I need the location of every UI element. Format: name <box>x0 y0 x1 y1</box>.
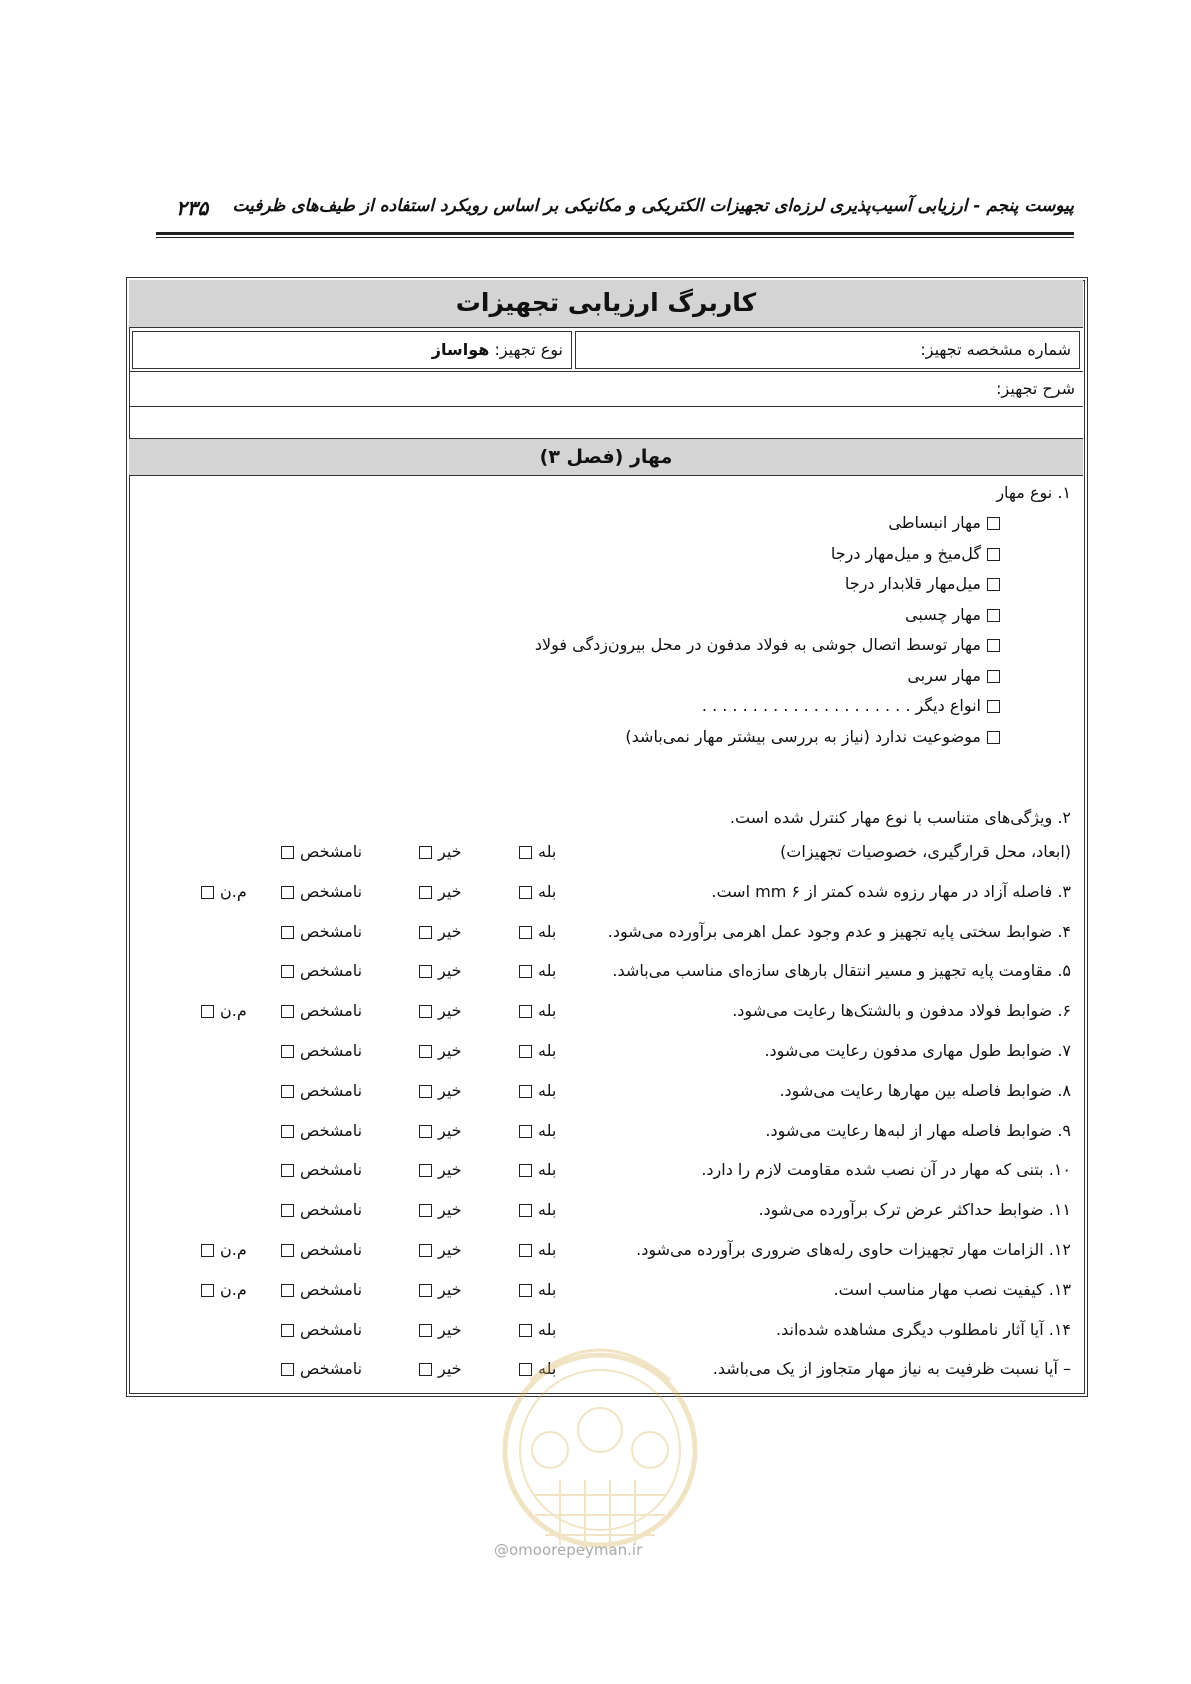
q1-option-label: انواع دیگر . . . . . . . . . . . . . . . . . . . . . <box>701 696 981 715</box>
q1-option-label: میل‌مهار قلابدار درجا <box>844 574 981 593</box>
checkbox[interactable] <box>281 1363 294 1376</box>
answer-yes-label: بله <box>538 842 557 861</box>
answer-no-label: خیر <box>438 1359 462 1379</box>
checkbox[interactable] <box>281 1085 294 1098</box>
checkbox[interactable] <box>419 1244 432 1257</box>
watermark-logo <box>490 1310 710 1560</box>
q1-option[interactable] <box>535 635 1006 654</box>
question-text: ۴. ضوابط سختی پایه تجهیز و عدم وجود عمل اهرمی برآورده می‌شود. <box>607 921 1071 941</box>
question-text: ۱۰. بتنی که مهار در آن نصب شده مقاومت لازم را دارد. <box>701 1160 1071 1180</box>
checkbox[interactable] <box>519 886 532 899</box>
equipment-type-cell[interactable] <box>132 331 572 369</box>
answer-unknown-label: نامشخص <box>300 1200 363 1220</box>
checkbox[interactable] <box>987 670 1000 683</box>
checkbox[interactable] <box>519 926 532 939</box>
answer-na-label: م.ن <box>220 1279 247 1299</box>
checkbox[interactable] <box>987 578 1000 591</box>
checkbox[interactable] <box>419 1204 432 1217</box>
answer-unknown-label: نامشخص <box>300 1120 363 1140</box>
answer-yes-label: بله <box>538 921 557 941</box>
answer-yes-label: بله <box>538 1001 557 1021</box>
answer-no[interactable] <box>413 842 462 861</box>
answer-yes[interactable] <box>513 882 556 901</box>
checkbox[interactable] <box>419 1164 432 1177</box>
answer-no[interactable] <box>413 1240 462 1259</box>
answer-yes[interactable] <box>513 1121 556 1140</box>
answer-no-label: خیر <box>438 961 462 981</box>
checkbox[interactable] <box>281 1164 294 1177</box>
answer-no[interactable] <box>413 1081 462 1100</box>
checkbox[interactable] <box>281 1125 294 1138</box>
answer-no-label: خیر <box>438 1279 462 1299</box>
checkbox[interactable] <box>519 1125 532 1138</box>
answer-unknown-label: نامشخص <box>300 1001 363 1021</box>
question-text: (ابعاد، محل قرارگیری، خصوصیات تجهیزات) <box>780 842 1071 861</box>
answer-yes-label: بله <box>538 1200 557 1220</box>
equipment-type-value: هواساز <box>431 340 490 359</box>
question-text: – آیا نسبت ظرفیت به نیاز مهار متجاوز از یک می‌باشد. <box>712 1359 1071 1379</box>
checkbox[interactable] <box>201 1005 214 1018</box>
checkbox[interactable] <box>987 700 1000 713</box>
checkbox[interactable] <box>281 1045 294 1058</box>
answer-yes[interactable] <box>513 1200 556 1219</box>
answer-na[interactable] <box>195 1001 247 1020</box>
checkbox[interactable] <box>281 1204 294 1217</box>
q1-option[interactable] <box>831 544 1006 563</box>
answer-unknown-label: نامشخص <box>300 1160 363 1180</box>
checkbox[interactable] <box>987 517 1000 530</box>
answer-yes-label: بله <box>538 1041 557 1060</box>
checkbox[interactable] <box>281 846 294 859</box>
answer-unknown-label: نامشخص <box>300 961 363 981</box>
q1-option[interactable] <box>702 696 1006 715</box>
checkbox[interactable] <box>987 639 1000 652</box>
answer-no[interactable] <box>413 1280 462 1299</box>
answer-no[interactable] <box>413 1041 462 1060</box>
answer-yes-label: بله <box>538 1240 557 1259</box>
answer-yes-label: بله <box>538 961 557 981</box>
answer-unknown[interactable] <box>275 842 362 861</box>
answer-no-label: خیر <box>438 842 462 861</box>
checkbox[interactable] <box>281 1005 294 1018</box>
answer-no-label: خیر <box>438 921 462 941</box>
equipment-type-label: نوع تجهیز: <box>494 340 563 359</box>
answer-unknown-label: نامشخص <box>300 1041 363 1060</box>
answer-no-label: خیر <box>438 1080 462 1100</box>
q1-option[interactable] <box>905 605 1006 624</box>
answer-na-label: م.ن <box>220 1001 247 1021</box>
answer-no[interactable] <box>413 961 462 980</box>
checkbox[interactable] <box>519 1284 532 1297</box>
checkbox[interactable] <box>987 609 1000 622</box>
checkbox[interactable] <box>201 1244 214 1257</box>
answer-no[interactable] <box>413 1359 462 1378</box>
checkbox[interactable] <box>419 1125 432 1138</box>
page-number: ۲۳۵ <box>176 196 209 220</box>
answer-no-label: خیر <box>438 1200 462 1220</box>
question-text: ۱۱. ضوابط حداکثر عرض ترک برآورده می‌شود. <box>758 1200 1071 1220</box>
answer-unknown[interactable] <box>275 1121 362 1140</box>
answer-yes[interactable] <box>513 1081 556 1100</box>
checkbox[interactable] <box>519 1164 532 1177</box>
watermark-url: @omoorepeyman.ir <box>494 1541 643 1559</box>
checkbox[interactable] <box>519 1045 532 1058</box>
answer-no[interactable] <box>413 882 462 901</box>
checkbox[interactable] <box>419 846 432 859</box>
question-text: ۹. ضوابط فاصله مهار از لبه‌ها رعایت می‌شود. <box>765 1120 1071 1140</box>
answer-na[interactable] <box>195 1240 247 1259</box>
checkbox[interactable] <box>519 965 532 978</box>
answer-unknown[interactable] <box>275 882 362 901</box>
answer-unknown[interactable] <box>275 1200 362 1219</box>
q1-option[interactable] <box>907 666 1006 685</box>
checkbox[interactable] <box>281 1284 294 1297</box>
answer-no[interactable] <box>413 1200 462 1219</box>
answer-yes[interactable] <box>513 1160 556 1179</box>
answer-unknown[interactable] <box>275 1041 362 1060</box>
checkbox[interactable] <box>987 548 1000 561</box>
question-text: ۱۴. آیا آثار نامطلوب دیگری مشاهده شده‌اند. <box>776 1319 1071 1339</box>
answer-na[interactable] <box>195 882 247 901</box>
checkbox[interactable] <box>419 1284 432 1297</box>
answer-no-label: خیر <box>438 1001 462 1021</box>
checkbox[interactable] <box>281 926 294 939</box>
question-text: ۸. ضوابط فاصله بین مهارها رعایت می‌شود. <box>779 1080 1071 1100</box>
checkbox[interactable] <box>281 1244 294 1257</box>
answer-unknown-label: نامشخص <box>300 1319 363 1339</box>
checkbox[interactable] <box>419 1005 432 1018</box>
answer-unknown-label: نامشخص <box>300 1240 363 1259</box>
answer-unknown[interactable] <box>275 1359 362 1378</box>
answer-unknown-label: نامشخص <box>300 1080 363 1100</box>
q2-text: ۲. ویژگی‌های متناسب با نوع مهار کنترل شده است. <box>729 808 1071 827</box>
answer-yes[interactable] <box>513 961 556 980</box>
running-title: پیوست پنجم - ارزیابی آسیب‌پذیری لرزه‌ای تجهیزات الکتریکی و مکانیکی بر اساس رویکرد استفاده از طیف‌های ظرفیت <box>232 196 1074 216</box>
checkbox[interactable] <box>519 846 532 859</box>
answer-no[interactable] <box>413 1121 462 1140</box>
checkbox[interactable] <box>419 965 432 978</box>
answer-na-label: م.ن <box>220 1240 247 1259</box>
answer-unknown-label: نامشخص <box>300 1279 363 1299</box>
description-cell[interactable] <box>129 372 1083 406</box>
q1-label: ۱. نوع مهار <box>996 483 1071 502</box>
checkbox[interactable] <box>519 1204 532 1217</box>
answer-yes-label: بله <box>538 1319 557 1339</box>
checkbox[interactable] <box>281 965 294 978</box>
checkbox[interactable] <box>419 926 432 939</box>
answer-no-label: خیر <box>438 1240 462 1259</box>
checkbox[interactable] <box>419 1324 432 1337</box>
answer-unknown[interactable] <box>275 1160 362 1179</box>
answer-no-label: خیر <box>438 1041 462 1060</box>
page-header <box>156 196 1074 230</box>
answer-unknown[interactable] <box>275 1081 362 1100</box>
q1-option-label: مهار توسط اتصال جوشی به فولاد مدفون در محل بیرون‌زدگی فولاد <box>534 635 981 654</box>
answer-yes[interactable] <box>513 922 556 941</box>
answer-unknown[interactable] <box>275 961 362 980</box>
answer-no[interactable] <box>413 922 462 941</box>
answer-yes-label: بله <box>538 1120 557 1140</box>
answer-yes[interactable] <box>513 842 556 861</box>
answer-unknown-label: نامشخص <box>300 842 363 861</box>
answer-no-label: خیر <box>438 881 462 901</box>
answer-unknown[interactable] <box>275 1001 362 1020</box>
question-text: ۷. ضوابط طول مهاری مدفون رعایت می‌شود. <box>764 1041 1071 1060</box>
header-rule-thick <box>156 232 1074 235</box>
question-text: ۳. فاصله آزاد در مهار رزوه شده کمتر از mm ۶ است. <box>711 881 1071 901</box>
question-text: ۱۲. الزامات مهار تجهیزات حاوی رله‌های ضروری برآورده می‌شود. <box>636 1240 1071 1259</box>
q1-option-label: مهار چسبی <box>905 604 981 624</box>
checkbox[interactable] <box>519 1244 532 1257</box>
answer-yes[interactable] <box>513 1240 556 1259</box>
answer-no[interactable] <box>413 1320 462 1339</box>
answer-unknown-label: نامشخص <box>300 1359 363 1379</box>
q1-option-label: مهار انبساطی <box>888 513 981 532</box>
q1-option[interactable] <box>625 727 1006 746</box>
checkbox[interactable] <box>519 1005 532 1018</box>
q1-option-label: مهار سربی <box>907 665 981 685</box>
q1-option-label: موضوعیت ندارد (نیاز به بررسی بیشتر مهار نمی‌باشد) <box>625 726 981 746</box>
answer-yes-label: بله <box>538 1160 557 1180</box>
answer-unknown[interactable] <box>275 922 362 941</box>
question-text: ۵. مقاومت پایه تجهیز و مسیر انتقال بارهای سازه‌ای مناسب می‌باشد. <box>612 961 1071 981</box>
answer-no[interactable] <box>413 1160 462 1179</box>
checkbox[interactable] <box>987 731 1000 744</box>
q1-option[interactable] <box>845 574 1006 593</box>
question-text: ۱۳. کیفیت نصب مهار مناسب است. <box>833 1279 1071 1299</box>
answer-yes[interactable] <box>513 1001 556 1020</box>
answer-na[interactable] <box>195 1280 247 1299</box>
checkbox[interactable] <box>419 886 432 899</box>
answer-yes-label: بله <box>538 881 557 901</box>
answer-unknown-label: نامشخص <box>300 921 363 941</box>
checkbox[interactable] <box>201 886 214 899</box>
equipment-id-label: شماره مشخصه تجهیز: <box>920 340 1071 359</box>
checkbox[interactable] <box>419 1363 432 1376</box>
answer-na-label: م.ن <box>220 881 247 901</box>
answer-no-label: خیر <box>438 1160 462 1180</box>
checkbox[interactable] <box>281 886 294 899</box>
checkbox[interactable] <box>419 1045 432 1058</box>
answer-yes[interactable] <box>513 1280 556 1299</box>
question-text: ۶. ضوابط فولاد مدفون و بالشتک‌ها رعایت می‌شود. <box>732 1001 1071 1021</box>
q1-option-label: گل‌میخ و میل‌مهار درجا <box>830 543 981 563</box>
divider <box>129 406 1083 407</box>
form-title: کاربرگ ارزیابی تجهیزات <box>129 280 1083 328</box>
answer-no-label: خیر <box>438 1120 462 1140</box>
answer-yes-label: بله <box>538 1359 557 1379</box>
checkbox[interactable] <box>201 1284 214 1297</box>
answer-unknown-label: نامشخص <box>300 881 363 901</box>
checkbox[interactable] <box>519 1085 532 1098</box>
answer-no[interactable] <box>413 1001 462 1020</box>
answer-yes[interactable] <box>513 1041 556 1060</box>
answer-unknown[interactable] <box>275 1320 362 1339</box>
section-title: مهار (فصل ۳) <box>129 438 1083 476</box>
answer-unknown[interactable] <box>275 1240 362 1259</box>
equipment-id-cell[interactable] <box>575 331 1080 369</box>
answer-yes-label: بله <box>538 1080 557 1100</box>
answer-yes-label: بله <box>538 1279 557 1299</box>
q1-option[interactable] <box>888 513 1006 532</box>
checkbox[interactable] <box>419 1085 432 1098</box>
answer-unknown[interactable] <box>275 1280 362 1299</box>
checkbox[interactable] <box>281 1324 294 1337</box>
answer-no-label: خیر <box>438 1319 462 1339</box>
description-label: شرح تجهیز: <box>996 379 1075 398</box>
header-rule-thin <box>156 237 1074 238</box>
